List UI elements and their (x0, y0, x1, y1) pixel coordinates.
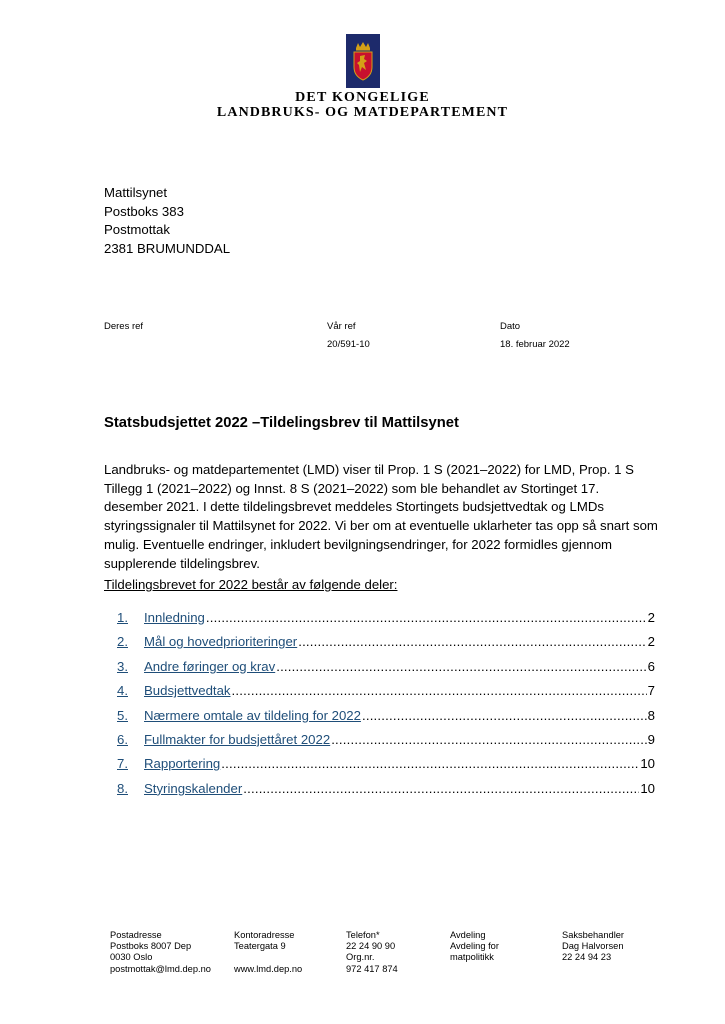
toc-link[interactable]: Andre føringer og krav (144, 658, 276, 674)
footer-label: Saksbehandler (562, 930, 625, 940)
toc-leader (276, 659, 646, 674)
toc-item[interactable] (117, 634, 655, 658)
var-ref-label: Vår ref (327, 321, 356, 332)
toc-leader (232, 683, 647, 698)
footer-postal-address (110, 930, 211, 975)
footer-label: Telefon* (346, 930, 380, 940)
toc-page: 9 (647, 731, 655, 747)
recipient-name: Mattilsynet (104, 185, 168, 200)
toc-item[interactable] (117, 610, 655, 634)
toc-link[interactable]: Styringskalender (144, 780, 243, 796)
footer-value: Postboks 8007 Dep (110, 941, 192, 952)
toc-number[interactable]: 2. (117, 634, 128, 650)
toc-item[interactable] (117, 683, 655, 707)
toc-link[interactable]: Nærmere omtale av tildeling for 2022 (144, 707, 361, 723)
footer-label: Kontoradresse (234, 930, 295, 940)
toc-link[interactable]: Mål og hovedprioriteringer (144, 634, 298, 650)
document-title: Statsbudsjettet 2022 –Tildelingsbrev til Mattilsynet (104, 415, 459, 431)
toc-number[interactable]: 5. (117, 707, 128, 723)
table-of-contents (117, 610, 655, 805)
toc-leader (298, 634, 646, 649)
toc-page: 8 (647, 707, 655, 723)
footer-case-officer (562, 930, 624, 964)
toc-number[interactable]: 4. (117, 683, 128, 699)
toc-item[interactable] (117, 732, 655, 756)
footer-value: 972 417 874 (346, 963, 398, 974)
recipient-postbox: Postboks 383 (104, 203, 184, 219)
coat-of-arms-icon (346, 34, 380, 88)
logo-line-1: DET KONGELIGE (295, 90, 430, 105)
toc-page: 2 (647, 634, 655, 650)
toc-page: 2 (647, 610, 655, 625)
toc-link[interactable]: Innledning (144, 610, 205, 625)
toc-leader (243, 781, 639, 796)
toc-link[interactable]: Fullmakter for budsjettåret 2022 (144, 731, 331, 747)
footer-value: Avdeling for (450, 941, 499, 952)
toc-item[interactable] (117, 708, 655, 732)
ministry-logo (0, 34, 725, 120)
toc-page: 6 (647, 658, 655, 674)
logo-line-2: LANDBRUKS- OG MATDEPARTEMENT (216, 105, 509, 120)
footer-value (234, 952, 302, 963)
var-ref (327, 318, 370, 354)
footer-value: 0030 Oslo (110, 952, 153, 963)
footer-office-address (234, 930, 302, 975)
footer-phone (346, 930, 398, 975)
deres-ref-label: Deres ref (104, 321, 144, 332)
toc-link[interactable]: Rapportering (144, 756, 221, 772)
toc-page: 10 (640, 780, 655, 796)
toc-leader (362, 708, 647, 723)
toc-page: 10 (640, 756, 655, 772)
toc-leader (331, 732, 646, 747)
footer-email-link[interactable]: postmottak@lmd.dep.no (110, 963, 211, 974)
footer-value: matpolitikk (450, 952, 494, 963)
var-ref-value: 20/591-10 (327, 339, 370, 350)
toc-number[interactable]: 7. (117, 756, 128, 772)
toc-number[interactable]: 6. (117, 731, 128, 747)
footer-website-link[interactable]: www.lmd.dep.no (234, 963, 303, 974)
footer-value: 22 24 94 23 (562, 952, 612, 963)
footer-value: Teatergata 9 (234, 941, 286, 952)
footer-label: Org.nr. (346, 952, 375, 963)
footer-value: Dag Halvorsen (562, 941, 624, 952)
footer-value: 22 24 90 90 (346, 941, 396, 952)
footer-label: Avdeling (450, 930, 486, 940)
date-label: Dato (500, 321, 521, 332)
toc-number[interactable]: 8. (117, 780, 128, 796)
toc-link[interactable]: Budsjettvedtak (144, 683, 231, 699)
deres-ref (104, 318, 143, 336)
intro-paragraph: Landbruks- og matdepartementet (LMD) viser til Prop. 1 S (2021–2022) for LMD, Prop. 1 S Tillegg 1 (2021–2022) og Innst. 8 S (2021–2022) som ble behandlet av Stortinget 17. desember 2021. I dette tildelingsbrevet meddeles Stortingets budsjettvedtak og LMDs styringssignaler til Mattilsynet for 2022. Vi ber om at eventuelle uklarheter tas opp så snart som mulig. Eventuelle endringer, inkludert bevilgningsendringer, for 2022 formidles gjennom supplerende tildelingsbrev. (104, 462, 658, 571)
recipient-postcode: 2381 BRUMUNDDAL (104, 240, 231, 256)
date-value: 18. februar 2022 (500, 339, 570, 350)
recipient-address (104, 184, 230, 258)
parts-heading: Tildelingsbrevet for 2022 består av følgende deler: (104, 577, 398, 592)
toc-item[interactable] (117, 781, 655, 805)
toc-number[interactable]: 3. (117, 658, 128, 674)
toc-leader (206, 610, 647, 625)
toc-page: 7 (647, 683, 655, 699)
date-ref (500, 318, 570, 354)
toc-leader (221, 756, 639, 771)
toc-item[interactable] (117, 659, 655, 683)
footer-department (450, 930, 499, 964)
toc-item[interactable] (117, 756, 655, 780)
footer-label: Postadresse (110, 930, 162, 940)
toc-number[interactable]: 1. (117, 610, 128, 625)
recipient-mailroom: Postmottak (104, 222, 170, 237)
